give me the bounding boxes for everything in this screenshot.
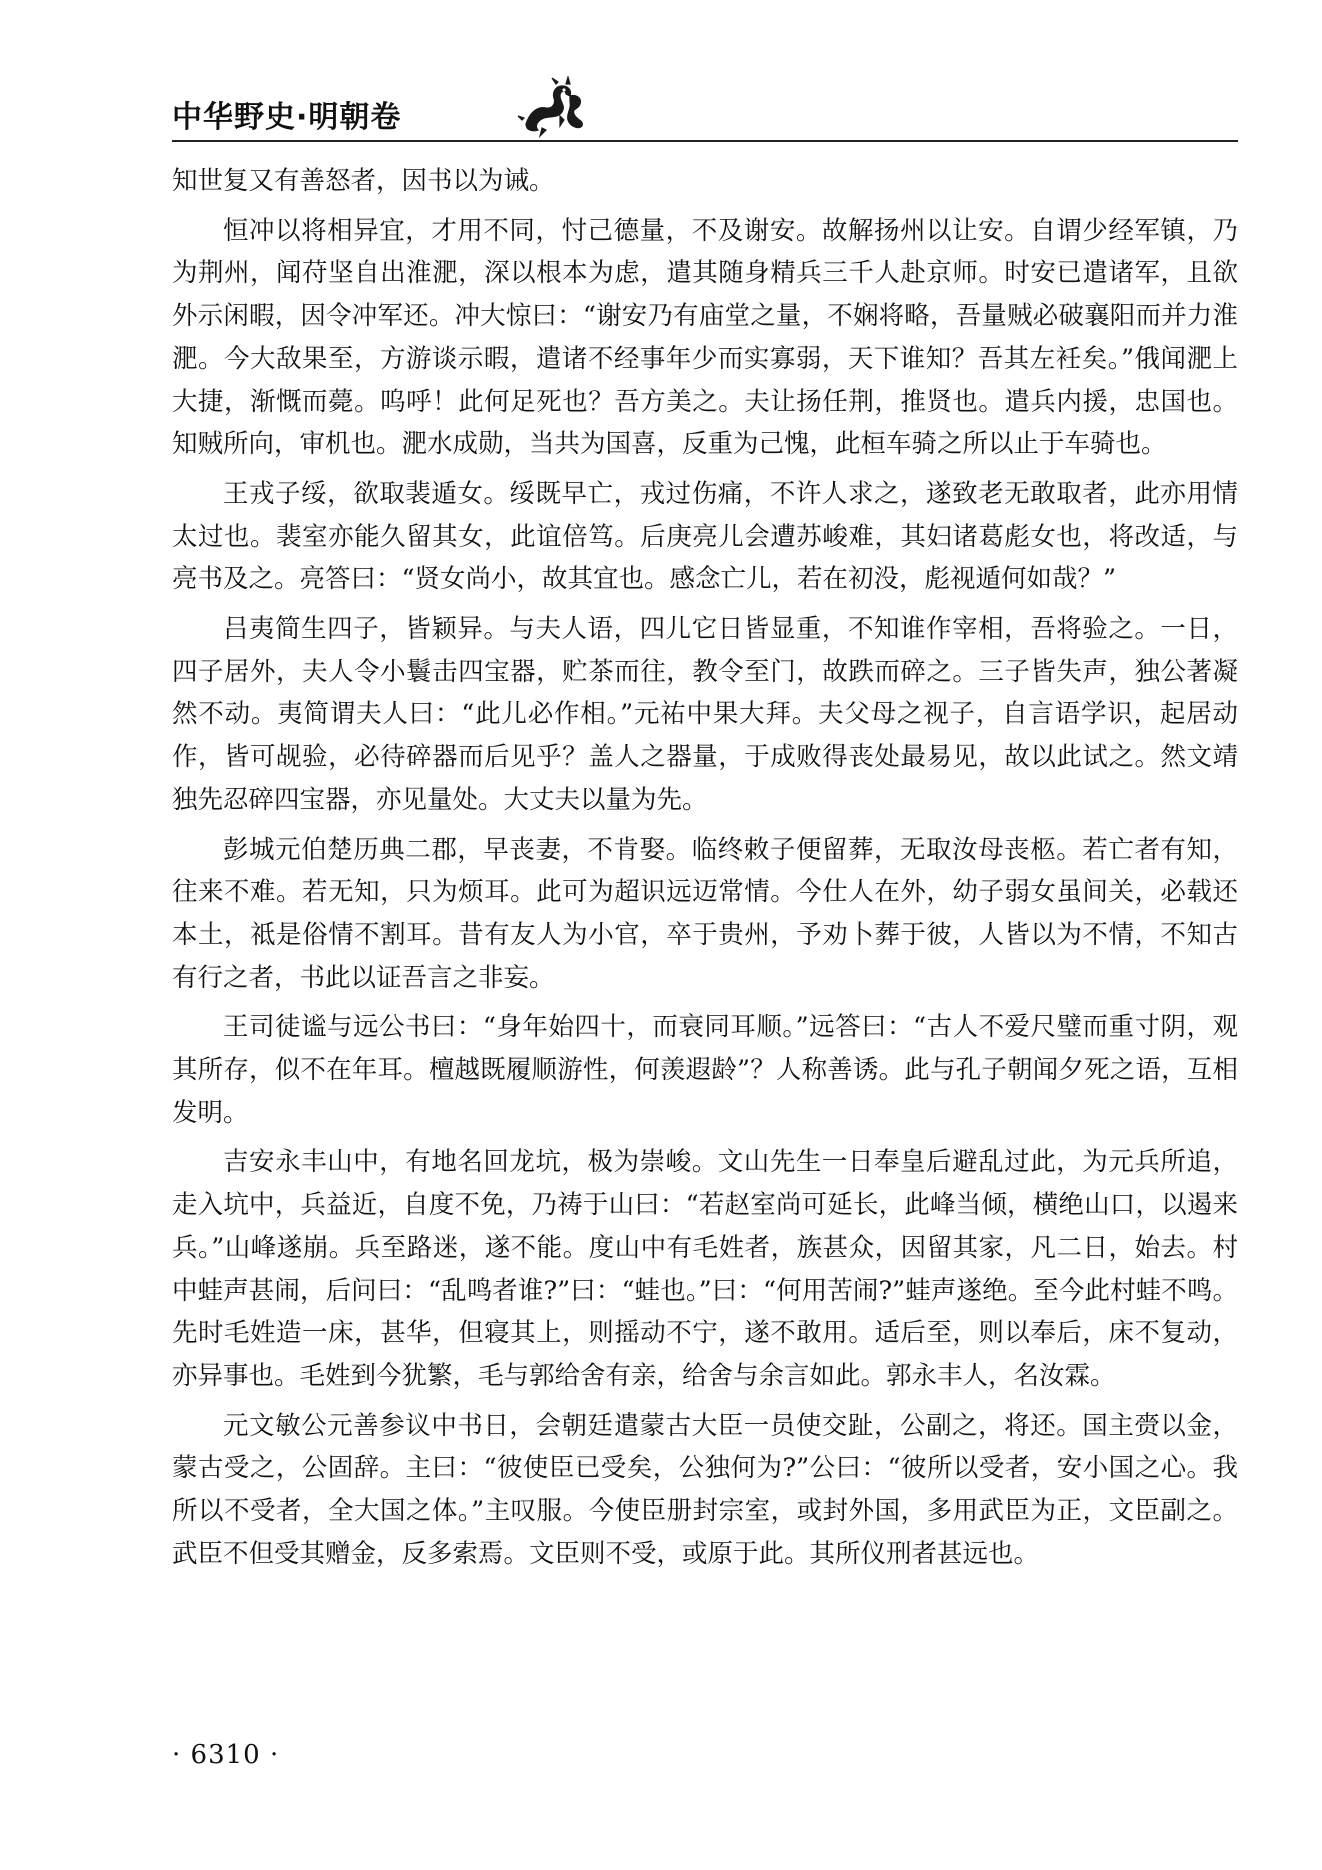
header-rule xyxy=(172,140,1238,142)
paragraph: 吉安永丰山中，有地名回龙坑，极为崇峻。文山先生一日奉皇后避乱过此，为元兵所追，走入坑中，兵益近，自度不免，乃祷于山曰：“若赵室尚可延长，此峰当倾，横绝山口，以遏来兵。”山峰遂崩。兵至路迷，遂不能。度山中有毛姓者，族甚众，因留其家，凡二日，始去。村中蛙声甚闹，后问曰：“乱鸣者谁?”曰：“蛙也。”曰：“何用苦闹?”蛙声遂绝。至今此村蛙不鸣。先时毛姓造一床，甚华，但寝其上，则摇动不宁，遂不敢用。适后至，则以奉后，床不复动，亦异事也。毛姓到今犹繁，毛与郭给舍有亲，给舍与余言如此。郭永丰人，名汝霖。 xyxy=(172,1147,1238,1391)
page-number: · 6310 · xyxy=(172,1740,280,1770)
paragraph: 吕夷简生四子，皆颖异。与夫人语，四儿它日皆显重，不知谁作宰相，吾将验之。一日，四子居外，夫人令小鬟击四宝器，贮茶而往，教令至门，故跌而碎之。三子皆失声，独公著凝然不动。夷简谓夫人曰：“此儿必作相。”元祐中果大拜。夫父母之视子，自言语学识，起居动作，皆可觇验，必待碎器而后见乎？盖人之器量，于成败得丧处最易见，故以此试之。然文靖独先忍碎四宝器，亦见量处。大丈夫以量为先。 xyxy=(172,614,1238,815)
paragraph: 恒冲以将相异宜，才用不同，忖己德量，不及谢安。故解扬州以让安。自谓少经军镇，乃为荆州，闻苻坚自出淮淝，深以根本为虑，遣其随身精兵三千人赴京师。时安已遣诸军，且欲外示闲暇，因令冲军还。冲大惊曰：“谢安乃有庙堂之量，不娴将略，吾量贼必破襄阳而并力淮淝。今大敌果至，方游谈示暇，遣诸不经事年少而实寡弱，天下谁知？吾其左衽矣。”俄闻淝上大捷，渐慨而薨。呜呼！此何足死也？吾方美之。夫让扬任荆，推贤也。遣兵内援，忠国也。知贼所向，审机也。淝水成勋，当共为国喜，反重为己愧，此桓车骑之所以止于车骑也。 xyxy=(172,215,1238,460)
book-title: 中华野史·明朝卷 xyxy=(172,100,402,135)
paragraph: 元文敏公元善参议中书日，会朝廷遣蒙古大臣一员使交趾，公副之，将还。国主赍以金，蒙古受之，公固辞。主曰：“彼使臣已受矣，公独何为?”公曰：“彼所以受者，安小国之心。我所以不受者，全大国之体。”主叹服。今使臣册封宗室，或封外国，多用武臣为正，文臣副之。武臣不但受其赠金，反多索焉。文臣则不受，或原于此。其所仪刑者甚远也。 xyxy=(172,1410,1238,1569)
paragraph-continuation: 知世复又有善怒者，因书以为诫。 xyxy=(172,166,555,196)
paragraph: 王戎子绥，欲取裴遁女。绥既早亡，戎过伤痛，不许人求之，遂致老无敢取者，此亦用情太过也。裴室亦能久留其女，此谊倍笃。后庚亮儿会遭苏峻难，其妇诸葛彪女也，将改适，与亮书及之。亮答曰：“贤女尚小，故其宜也。感念亡儿，若在初没，彪视遁何如哉？” xyxy=(172,478,1238,595)
paragraph: 王司徒谧与远公书曰：“身年始四十，而衰同耳顺。”远答曰：“古人不爱尺璧而重寸阴，观其所存，似不在年耳。檀越既履顺游性，何羡遐龄”？人称善诱。此与孔子朝闻夕死之语，互相发明。 xyxy=(172,1012,1238,1128)
paragraph: 彭城元伯楚历典二郡，早丧妻，不肯娶。临终敕子便留葬，无取汝母丧柩。若亡者有知，往来不难。若无知，只为烦耳。此可为超识远迈常情。今仕人在外，幼子弱女虽间关，必载还本土，祗是俗情不割耳。昔有友人为小官，卒于贵州，予劝卜葬于彼，人皆以为不情，不知古有行之者，书此以证吾言之非妄。 xyxy=(172,834,1238,993)
dragon-emblem-icon xyxy=(516,76,590,138)
body-text xyxy=(172,160,1238,1583)
running-header xyxy=(172,88,1242,148)
